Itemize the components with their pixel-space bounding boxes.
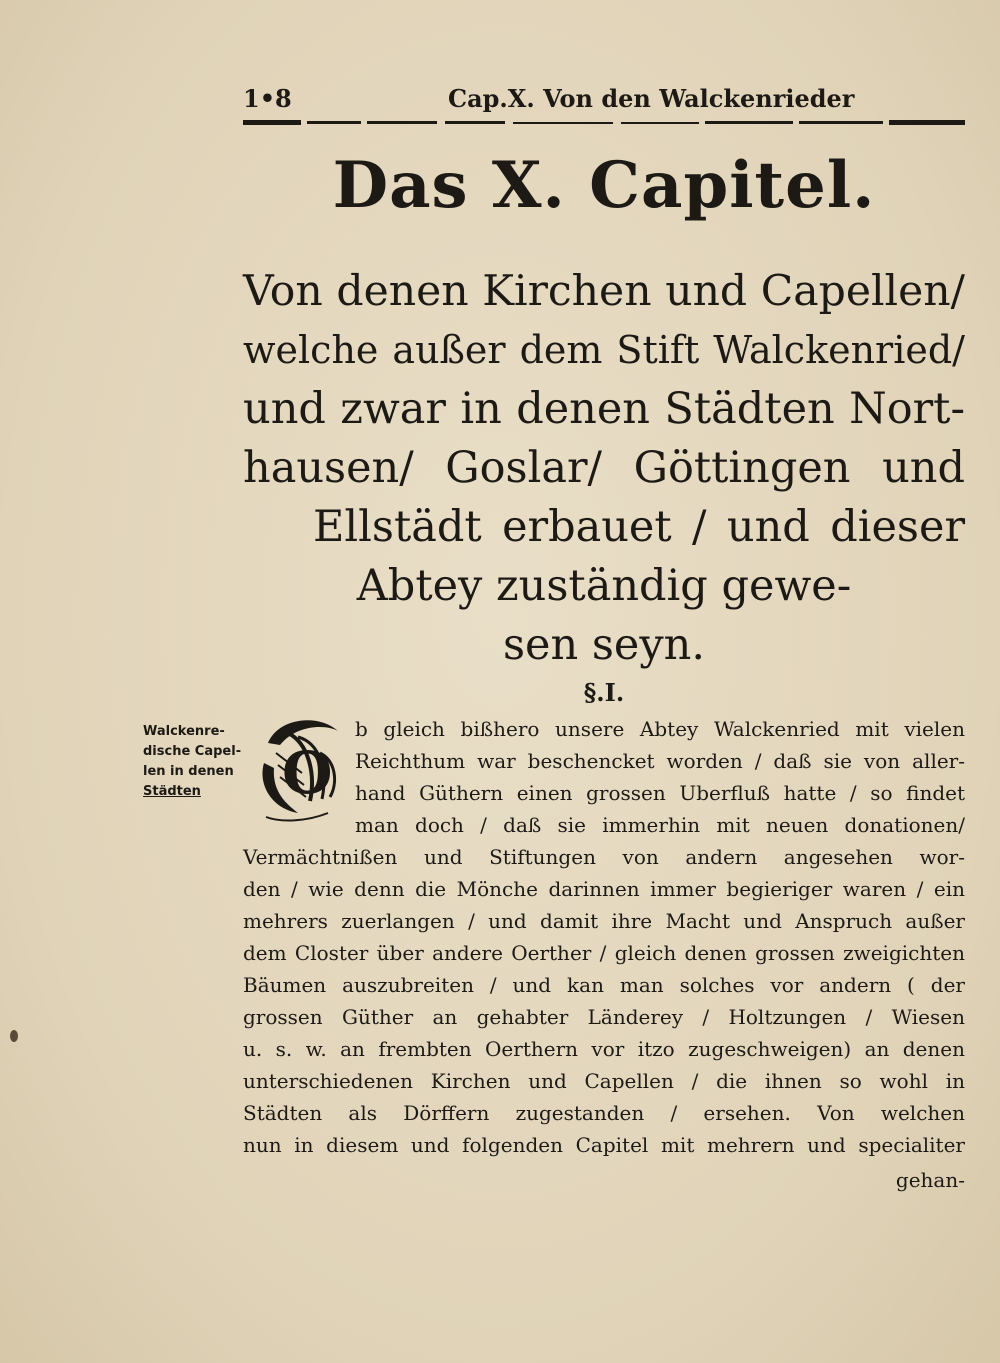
chapter-title-line: Ellstädt erbauet / und dieser	[313, 502, 965, 552]
svg-text:O: O	[282, 739, 333, 807]
body-text	[243, 713, 965, 1161]
body-line: hand Güthern einen grossen Uberfluß hatte / so findet	[355, 781, 965, 805]
body-line: b gleich bißhero unsere Abtey Walckenried mit vielen	[355, 717, 965, 741]
body-line: unterschiedenen Kirchen und Capellen / die ihnen so wohl in	[243, 1069, 965, 1093]
marginal-note	[143, 722, 251, 802]
marginal-note-line: dische Capel-	[143, 744, 242, 759]
page-number: 1•8	[243, 84, 292, 113]
chapter-title-line: und zwar in denen Städten Nort-	[243, 384, 965, 434]
body-line: den / wie denn die Mönche darinnen immer begieriger waren / ein	[243, 877, 965, 901]
body-line: Vermächtnißen und Stiftungen von andern angesehen wor-	[243, 845, 965, 869]
chapter-title	[243, 262, 965, 675]
body-line: u. s. w. an frembten Oerthern vor itzo zugeschweigen) an denen	[243, 1037, 965, 1061]
body-line: grossen Güther an gehabter Länderey / Holtzungen / Wiesen	[243, 1005, 965, 1029]
marginal-note-line: Walckenre-	[143, 724, 225, 739]
body-line: Bäumen auszubreiten / und kan man solches vor andern ( der	[243, 973, 965, 997]
running-title: Cap.X. Von den Walckenrieder	[448, 84, 855, 113]
body-line: Reichthum war beschencket worden / daß sie von aller-	[355, 749, 965, 773]
chapter-title-line: Von denen Kirchen und Capellen/	[243, 267, 965, 316]
marginal-note-line: len in denen	[143, 764, 234, 779]
body-line: dem Closter über andere Oerther / gleich denen grossen zweigichten	[243, 941, 965, 965]
body-line: man doch / daß sie immerhin mit neuen donationen/	[355, 813, 965, 837]
page-header	[243, 78, 963, 118]
marginal-note-line: Städten	[143, 784, 201, 799]
body-line: Städten als Dörffern zugestanden / ersehen. Von welchen	[243, 1101, 965, 1125]
ink-stain	[10, 1030, 18, 1042]
section-mark: §.I.	[583, 678, 625, 707]
header-rule	[243, 120, 965, 125]
chapter-title-line: hausen/ Goslar/ Göttingen und	[243, 443, 965, 493]
body-line: nun in diesem und folgenden Capitel mit mehrern und specialiter	[243, 1133, 965, 1157]
chapter-title-line: Abtey zuständig gewe-	[356, 561, 852, 611]
chapter-title-line: sen seyn.	[502, 620, 706, 670]
chapter-title-line: welche außer dem Stift Walckenried/	[243, 328, 965, 372]
body-line: mehrers zuerlangen / und damit ihre Macht und Anspruch außer	[243, 909, 965, 933]
chapter-heading: Das X. Capitel.	[332, 148, 876, 223]
catchword: gehan-	[895, 1168, 965, 1192]
